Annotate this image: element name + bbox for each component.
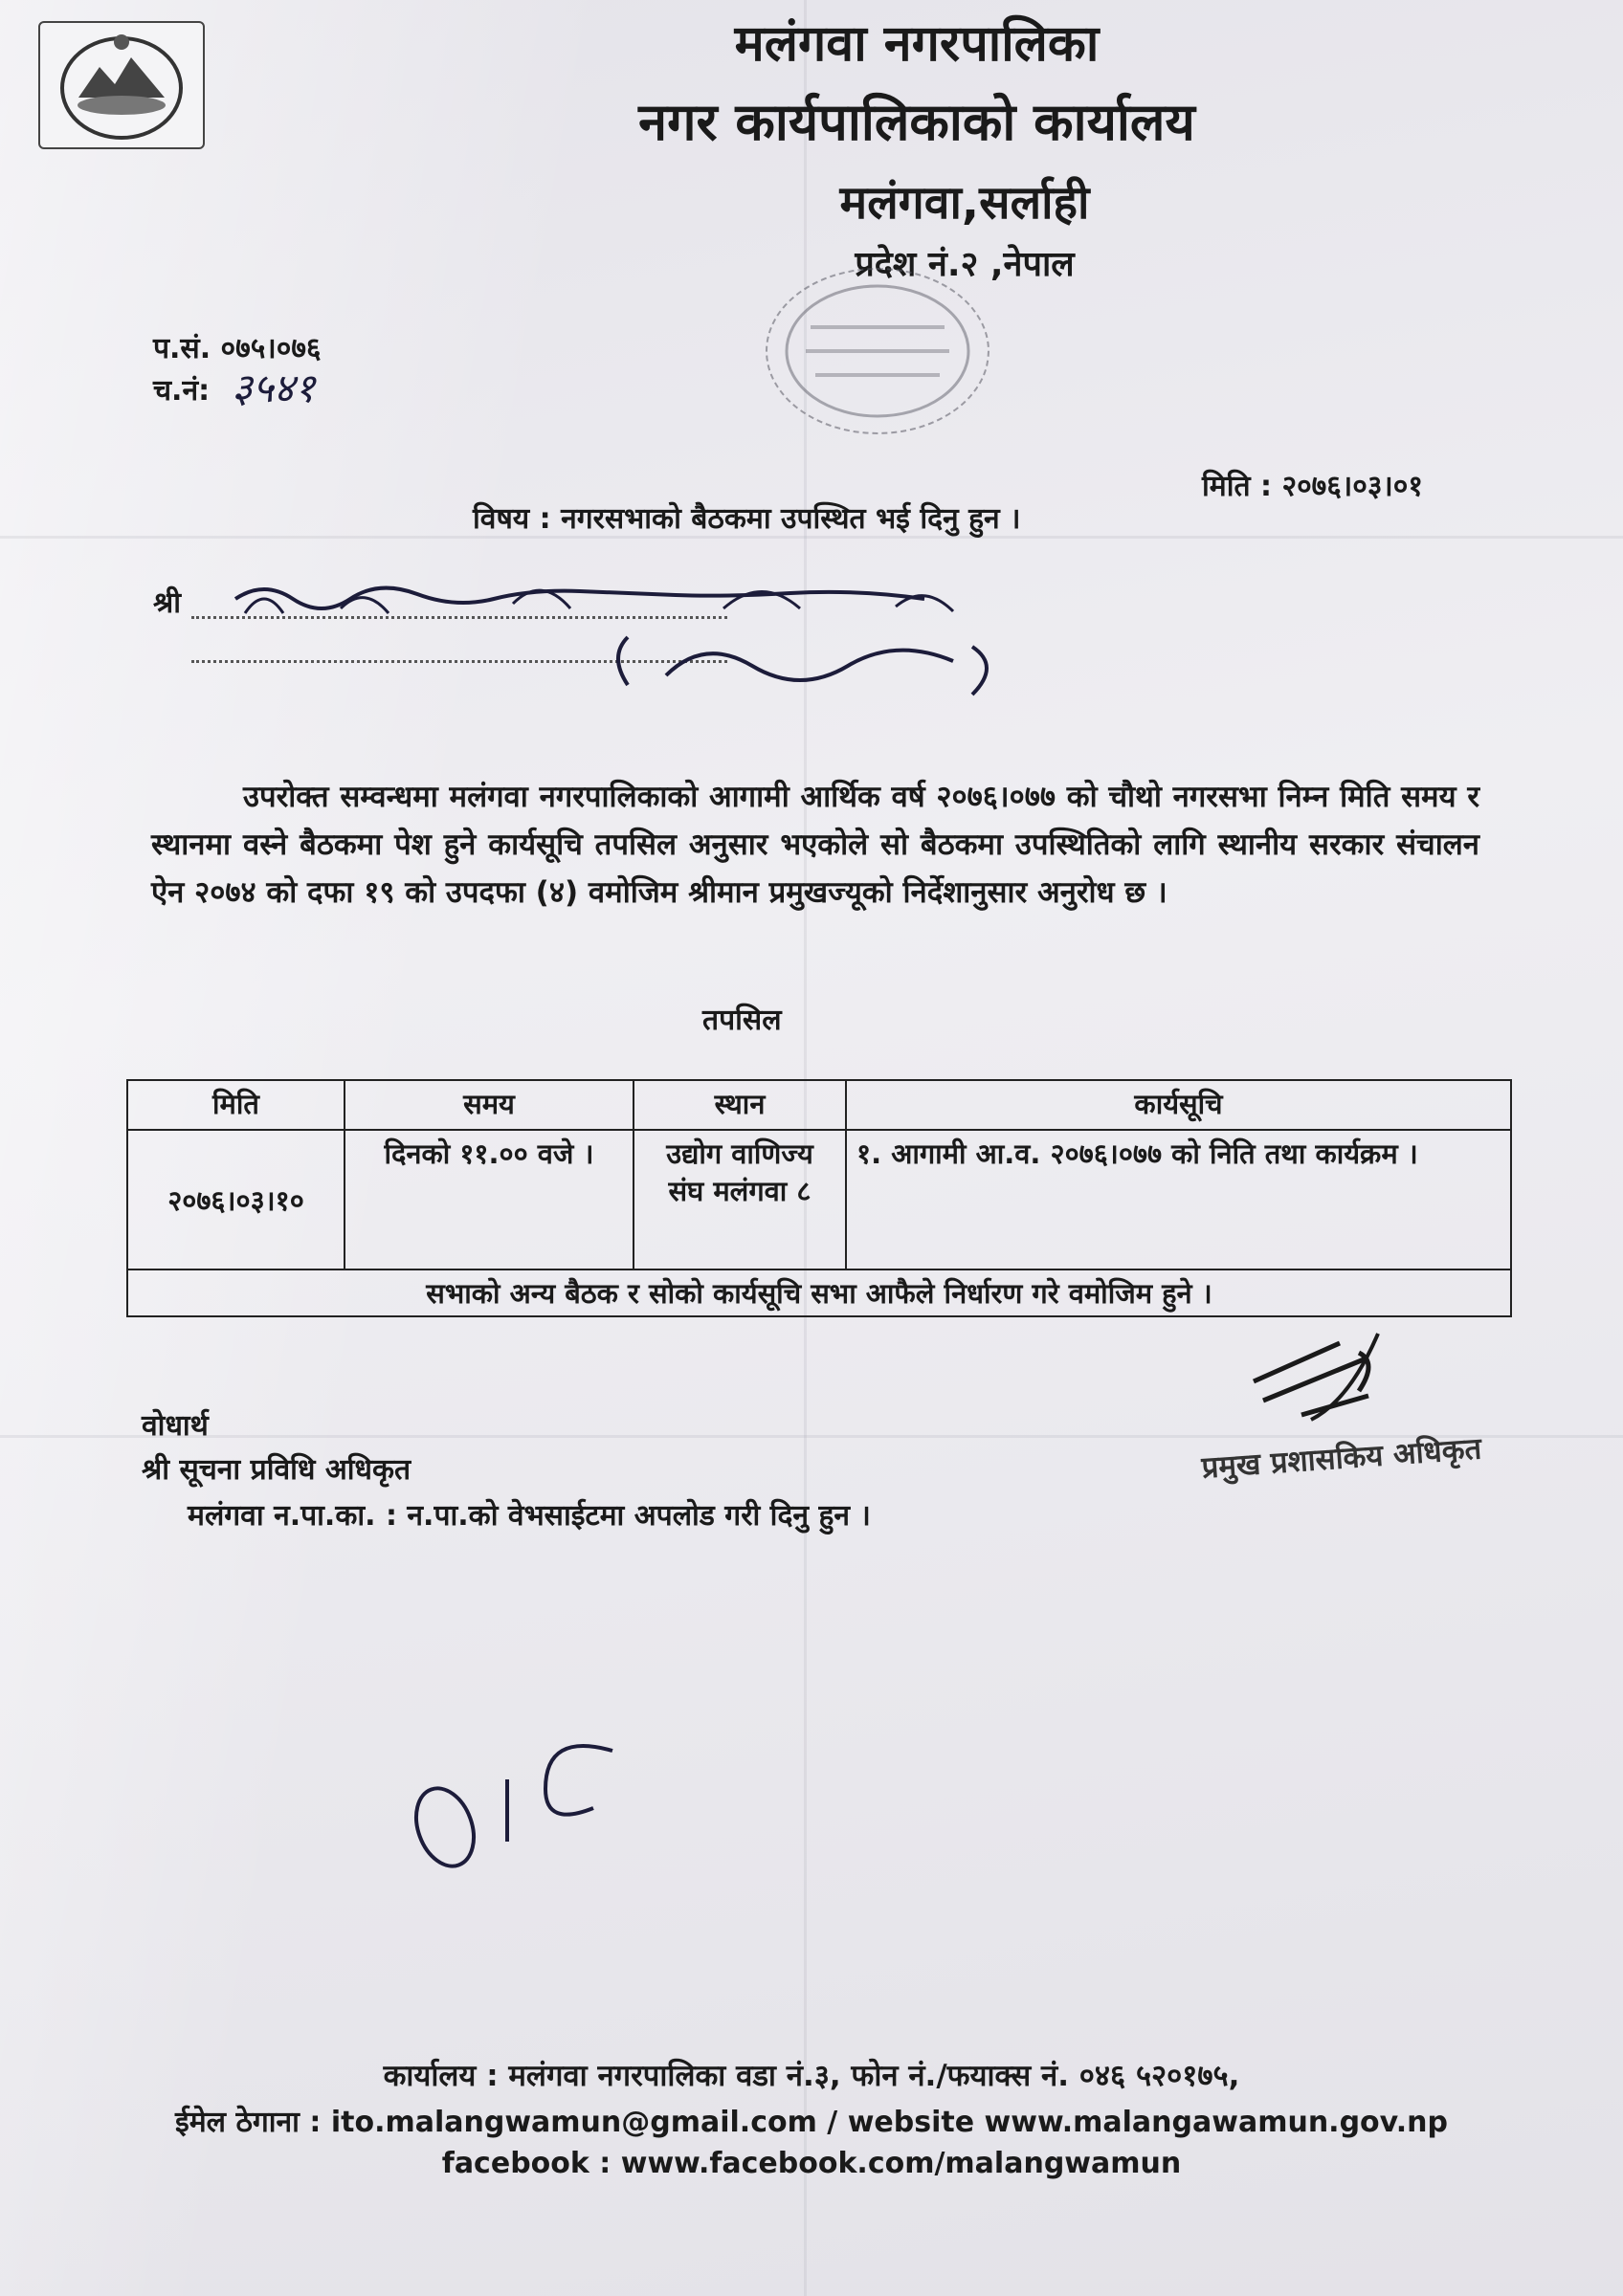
letter-date: मिति : २०७६।०३।०१ — [1202, 470, 1424, 503]
table-header-row — [127, 1080, 1511, 1130]
tapasil-heading: तपसिल — [702, 1004, 782, 1037]
footer-contact: ईमेल ठेगाना : ito.malangwamun@gmail.com / website www.malangawamun.gov.np — [174, 2106, 1448, 2139]
dispatch-number: ३५४१ — [232, 364, 316, 411]
signature-mark — [1244, 1324, 1416, 1429]
column-header: स्थान — [634, 1080, 846, 1130]
cc-instruction: मलंगवा न.पा.का. : न.पा.को वेभसाईटमा अपलोड गरी दिनु हुन । — [188, 1499, 871, 1533]
letter-body: उपरोक्त सम्वन्धमा मलंगवा नगरपालिकाको आगामी आर्थिक वर्ष २०७६।०७७ को चौथो नगरसभा निम्न मिति समय र स्थानमा वस्ने बैठकमा पेश हुने कार्यसूचि तपसिल अनुसार भएकोले सो बैठकमा उपस्थितिको लागि स्थानीय सरकार संचालन ऐन २०७४ को दफा १९ को उपदफा (४) वमोजिम श्रीमान प्रमुखज्यूको निर्देशानुसार अनुरोध छ । — [151, 780, 1479, 910]
cc-recipient: श्री सूचना प्रविधि अधिकृत — [142, 1453, 411, 1487]
office-name: नगर कार्यपालिकाको कार्यालय — [638, 92, 1195, 152]
addressee-prefix: श्री — [153, 586, 182, 620]
schedule-time: दिनको ११.०० वजे । — [345, 1130, 634, 1269]
footer-facebook: facebook : www.facebook.com/malangwamun — [441, 2147, 1182, 2180]
schedule-venue: उद्योग वाणिज्य संघ मलंगवा ८ — [634, 1130, 846, 1269]
column-header: मिति — [127, 1080, 345, 1130]
dispatch-label: च.नं: — [153, 374, 211, 408]
municipality-name: मलंगवा नगरपालिका — [734, 15, 1100, 73]
office-stamp — [766, 268, 989, 434]
schedule-agenda: १. आगामी आ.व. २०७६।०७७ को निति तथा कार्यक्रम । — [846, 1130, 1511, 1269]
footer-address: कार्यालय : मलंगवा नगरपालिका वडा नं.३, फोन नं./फयाक्स नं. ०४६ ५२०१७५, — [383, 2059, 1240, 2093]
handwritten-addressee — [226, 561, 1087, 723]
table-row — [127, 1130, 1511, 1269]
schedule-note: सभाको अन्य बैठक र सोको कार्यसूचि सभा आफैले निर्धारण गरे वमोजिम हुने । — [127, 1269, 1511, 1316]
reference-number: प.सं. ०७५।०७६ — [153, 332, 322, 365]
schedule-table — [126, 1079, 1512, 1317]
office-location: मलंगवा,सर्लाही — [839, 176, 1090, 230]
handwritten-mark — [402, 1693, 632, 1885]
column-header: समय — [345, 1080, 634, 1130]
letter-subject: विषय : नगरसभाको बैठकमा उपस्थित भई दिनु हुन । — [473, 502, 1021, 536]
province-name: प्रदेश नं.२ ,नेपाल — [855, 245, 1075, 284]
table-row — [127, 1269, 1511, 1316]
cc-label: वोधार्थ — [142, 1409, 209, 1443]
column-header: कार्यसूचि — [846, 1080, 1511, 1130]
signatory-stamp — [1200, 1426, 1500, 1504]
schedule-date: २०७६।०३।१० — [127, 1130, 345, 1269]
signatory-title: प्रमुख प्रशासकिय अधिकृत — [1200, 1431, 1483, 1486]
